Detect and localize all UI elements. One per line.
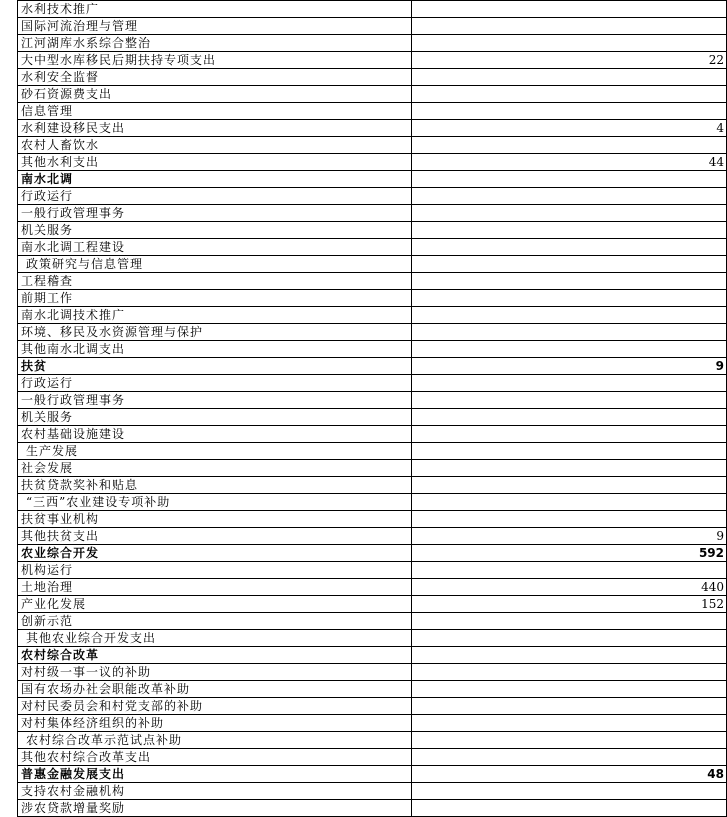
item-name-cell: 水利建设移民支出 bbox=[18, 120, 412, 137]
item-value-cell: 9 bbox=[412, 358, 727, 375]
item-value-cell bbox=[412, 460, 727, 477]
table-row bbox=[18, 613, 727, 630]
item-name-cell: 对村集体经济组织的补助 bbox=[18, 715, 412, 732]
item-name-cell: 扶贫贷款奖补和贴息 bbox=[18, 477, 412, 494]
table-row bbox=[18, 460, 727, 477]
item-value-cell bbox=[412, 307, 727, 324]
item-value-cell bbox=[412, 732, 727, 749]
item-value-cell bbox=[412, 188, 727, 205]
item-value-cell bbox=[412, 324, 727, 341]
item-value-cell bbox=[412, 273, 727, 290]
table-row bbox=[18, 222, 727, 239]
table-row bbox=[18, 205, 727, 222]
item-value-cell bbox=[412, 69, 727, 86]
table-row bbox=[18, 732, 727, 749]
item-value-cell bbox=[412, 630, 727, 647]
table-row bbox=[18, 239, 727, 256]
item-value-cell bbox=[412, 86, 727, 103]
table-row bbox=[18, 69, 727, 86]
item-name-cell: 其他农业综合开发支出 bbox=[18, 630, 412, 647]
item-value-cell bbox=[412, 103, 727, 120]
budget-table bbox=[17, 0, 727, 817]
item-value-cell bbox=[412, 341, 727, 358]
item-value-cell: 48 bbox=[412, 766, 727, 783]
item-name-cell: 国有农场办社会职能改革补助 bbox=[18, 681, 412, 698]
item-name-cell: 扶贫 bbox=[18, 358, 412, 375]
item-value-cell bbox=[412, 239, 727, 256]
table-row bbox=[18, 1, 727, 18]
table-row bbox=[18, 52, 727, 69]
table-row bbox=[18, 715, 727, 732]
item-name-cell: 其他南水北调支出 bbox=[18, 341, 412, 358]
table-row bbox=[18, 86, 727, 103]
item-name-cell: 南水北调 bbox=[18, 171, 412, 188]
item-name-cell: 社会发展 bbox=[18, 460, 412, 477]
table-row bbox=[18, 154, 727, 171]
item-value-cell bbox=[412, 171, 727, 188]
item-name-cell: 一般行政管理事务 bbox=[18, 392, 412, 409]
item-name-cell: 其他农村综合改革支出 bbox=[18, 749, 412, 766]
table-row bbox=[18, 307, 727, 324]
table-row bbox=[18, 664, 727, 681]
table-row bbox=[18, 273, 727, 290]
table-row bbox=[18, 341, 727, 358]
item-value-cell bbox=[412, 256, 727, 273]
item-value-cell bbox=[412, 749, 727, 766]
item-name-cell: 支持农村金融机构 bbox=[18, 783, 412, 800]
item-value-cell bbox=[412, 698, 727, 715]
item-name-cell: 江河湖库水系综合整治 bbox=[18, 35, 412, 52]
item-name-cell: 其他水利支出 bbox=[18, 154, 412, 171]
item-value-cell bbox=[412, 715, 727, 732]
table-row bbox=[18, 783, 727, 800]
item-value-cell bbox=[412, 664, 727, 681]
table-row bbox=[18, 477, 727, 494]
item-value-cell bbox=[412, 647, 727, 664]
item-value-cell: 440 bbox=[412, 579, 727, 596]
item-name-cell: 前期工作 bbox=[18, 290, 412, 307]
item-value-cell bbox=[412, 205, 727, 222]
item-value-cell: 152 bbox=[412, 596, 727, 613]
item-value-cell: 4 bbox=[412, 120, 727, 137]
item-name-cell: 其他扶贫支出 bbox=[18, 528, 412, 545]
table-row bbox=[18, 290, 727, 307]
item-name-cell: 农村综合改革 bbox=[18, 647, 412, 664]
item-name-cell: 农村人畜饮水 bbox=[18, 137, 412, 154]
item-name-cell: 涉农贷款增量奖励 bbox=[18, 800, 412, 817]
item-value-cell bbox=[412, 375, 727, 392]
table-row bbox=[18, 800, 727, 817]
item-value-cell: 592 bbox=[412, 545, 727, 562]
table-row-category bbox=[18, 766, 727, 783]
table-row bbox=[18, 188, 727, 205]
item-name-cell: 信息管理 bbox=[18, 103, 412, 120]
item-name-cell: 农村综合改革示范试点补助 bbox=[18, 732, 412, 749]
item-value-cell: 22 bbox=[412, 52, 727, 69]
item-name-cell: 创新示范 bbox=[18, 613, 412, 630]
table-row bbox=[18, 375, 727, 392]
table-row bbox=[18, 528, 727, 545]
table-row bbox=[18, 103, 727, 120]
item-name-cell: “三西”农业建设专项补助 bbox=[18, 494, 412, 511]
item-name-cell: 扶贫事业机构 bbox=[18, 511, 412, 528]
item-name-cell: 产业化发展 bbox=[18, 596, 412, 613]
table-row bbox=[18, 409, 727, 426]
item-name-cell: 南水北调工程建设 bbox=[18, 239, 412, 256]
item-value-cell: 44 bbox=[412, 154, 727, 171]
table-row bbox=[18, 511, 727, 528]
item-name-cell: 水利安全监督 bbox=[18, 69, 412, 86]
table-row bbox=[18, 120, 727, 137]
table-row bbox=[18, 494, 727, 511]
item-name-cell: 砂石资源费支出 bbox=[18, 86, 412, 103]
table-row bbox=[18, 596, 727, 613]
table-row bbox=[18, 698, 727, 715]
item-name-cell: 行政运行 bbox=[18, 188, 412, 205]
item-name-cell: 机构运行 bbox=[18, 562, 412, 579]
item-value-cell bbox=[412, 35, 727, 52]
item-value-cell bbox=[412, 443, 727, 460]
item-name-cell: 一般行政管理事务 bbox=[18, 205, 412, 222]
table-row bbox=[18, 256, 727, 273]
item-value-cell bbox=[412, 426, 727, 443]
item-value-cell bbox=[412, 562, 727, 579]
item-value-cell bbox=[412, 800, 727, 817]
item-value-cell bbox=[412, 681, 727, 698]
item-name-cell: 农业综合开发 bbox=[18, 545, 412, 562]
item-name-cell: 环境、移民及水资源管理与保护 bbox=[18, 324, 412, 341]
table-row bbox=[18, 324, 727, 341]
budget-table-body bbox=[18, 1, 727, 817]
table-row bbox=[18, 426, 727, 443]
item-name-cell: 水利技术推广 bbox=[18, 1, 412, 18]
item-name-cell: 行政运行 bbox=[18, 375, 412, 392]
table-row bbox=[18, 630, 727, 647]
item-name-cell: 农村基础设施建设 bbox=[18, 426, 412, 443]
item-name-cell: 国际河流治理与管理 bbox=[18, 18, 412, 35]
item-value-cell bbox=[412, 392, 727, 409]
item-name-cell: 政策研究与信息管理 bbox=[18, 256, 412, 273]
table-row bbox=[18, 392, 727, 409]
item-value-cell: 9 bbox=[412, 528, 727, 545]
item-value-cell bbox=[412, 137, 727, 154]
table-row-category bbox=[18, 358, 727, 375]
item-value-cell bbox=[412, 494, 727, 511]
table-row bbox=[18, 562, 727, 579]
table-row bbox=[18, 443, 727, 460]
table-row-category bbox=[18, 171, 727, 188]
item-name-cell: 生产发展 bbox=[18, 443, 412, 460]
item-name-cell: 机关服务 bbox=[18, 409, 412, 426]
item-value-cell bbox=[412, 613, 727, 630]
item-name-cell: 对村级一事一议的补助 bbox=[18, 664, 412, 681]
table-row bbox=[18, 18, 727, 35]
table-row bbox=[18, 137, 727, 154]
item-name-cell: 普惠金融发展支出 bbox=[18, 766, 412, 783]
item-name-cell: 工程稽查 bbox=[18, 273, 412, 290]
item-value-cell bbox=[412, 222, 727, 239]
table-row-category bbox=[18, 545, 727, 562]
item-name-cell: 南水北调技术推广 bbox=[18, 307, 412, 324]
item-name-cell: 机关服务 bbox=[18, 222, 412, 239]
item-value-cell bbox=[412, 409, 727, 426]
table-row-category bbox=[18, 647, 727, 664]
item-value-cell bbox=[412, 511, 727, 528]
item-name-cell: 大中型水库移民后期扶持专项支出 bbox=[18, 52, 412, 69]
table-row bbox=[18, 681, 727, 698]
item-name-cell: 对村民委员会和村党支部的补助 bbox=[18, 698, 412, 715]
table-row bbox=[18, 35, 727, 52]
item-name-cell: 土地治理 bbox=[18, 579, 412, 596]
item-value-cell bbox=[412, 783, 727, 800]
item-value-cell bbox=[412, 477, 727, 494]
table-row bbox=[18, 579, 727, 596]
item-value-cell bbox=[412, 18, 727, 35]
item-value-cell bbox=[412, 1, 727, 18]
item-value-cell bbox=[412, 290, 727, 307]
table-row bbox=[18, 749, 727, 766]
